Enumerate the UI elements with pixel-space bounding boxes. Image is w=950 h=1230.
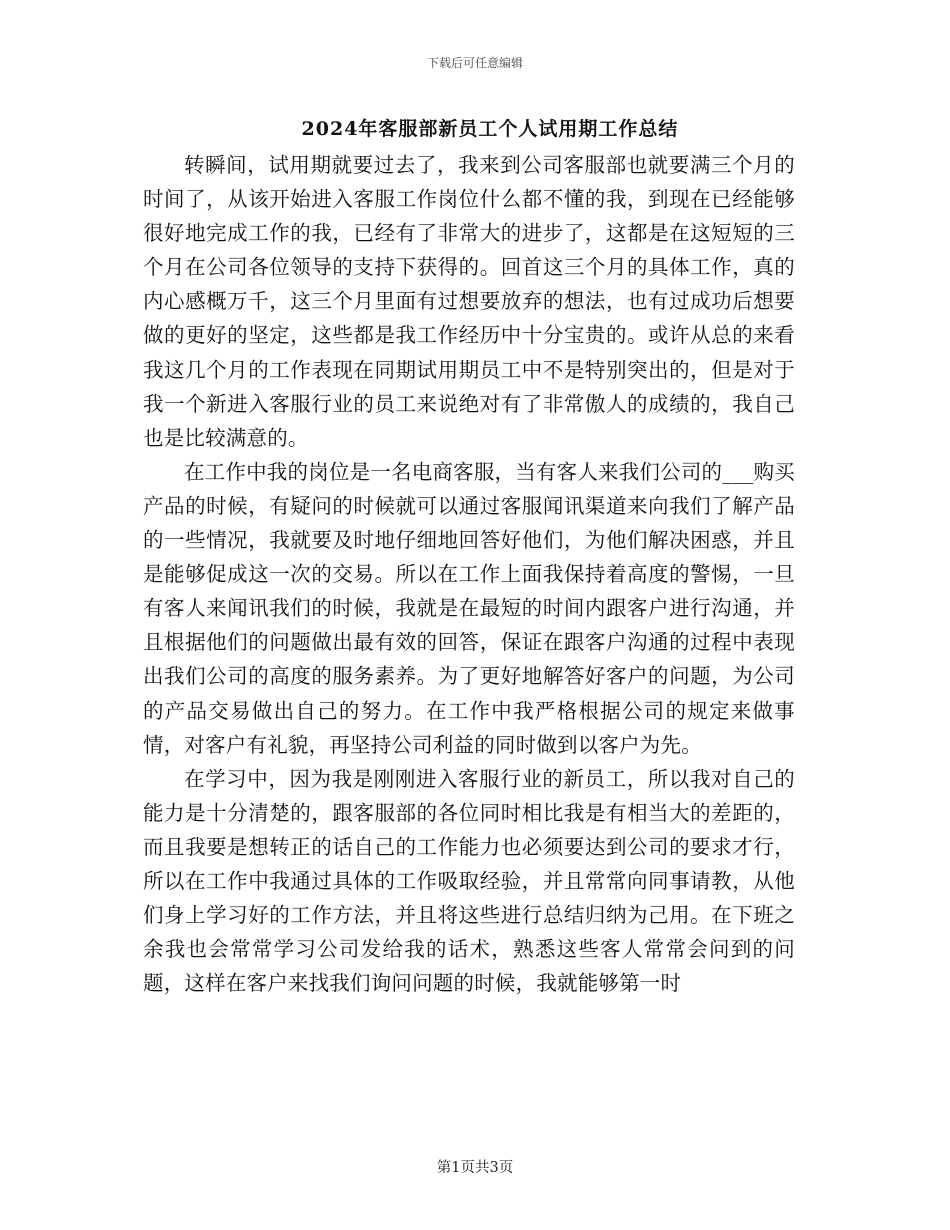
page-number-footer: 第1页共3页 <box>436 1160 514 1176</box>
document-title-text: 2024年客服部新员工个人试用期工作总结 <box>301 118 679 140</box>
header-note: 下载后可任意编辑 <box>426 56 523 70</box>
document-body <box>143 148 795 1000</box>
paragraph-1: 转瞬间，试用期就要过去了，我来到公司客服部也就要满三个月的时间了，从该开始进入客服工作岗位什么都不懂的我，到现在已经能够很好地完成工作的我，已经有了非常大的进步了，这都是在这短短的三个月在公司各位领导的支持下获得的。回首这三个月的具体工作，真的内心感概万千，这三个月里面有过想要放弃的想法，也有过成功后想要做的更好的坚定，这些都是我工作经历中十分宝贵的。或许从总的来看我这几个月的工作表现在同期试用期员工中不是特别突出的，但是对于我一个新进入客服行业的员工来说绝对有了非常傲人的成绩的，我自己也是比较满意的。 <box>143 153 795 450</box>
paragraph-3: 在学习中，因为我是刚刚进入客服行业的新员工，所以我对自己的能力是十分清楚的，跟客服部的各位同时相比我是有相当大的差距的，而且我要是想转正的话自己的工作能力也必须要达到公司的要求才行，所以在工作中我通过具体的工作吸取经验，并且常常向同事请教，从他们身上学习好的工作方法，并且将这些进行总结归纳为己用。在下班之余我也会常常学习公司发给我的话术，熟悉这些客人常常会问到的问题，这样在客户来找我们询问问题的时候，我就能够第一时 <box>143 766 795 996</box>
paragraph-2: 在工作中我的岗位是一名电商客服，当有客人来我们公司的___购买产品的时候，有疑问的时候就可以通过客服闻讯渠道来向我们了解产品的一些情况，我就要及时地仔细地回答好他们，为他们解决困惑，并且是能够促成这一次的交易。所以在工作上面我保持着高度的警惕，一旦有客人来闻讯我们的时候，我就是在最短的时间内跟客户进行沟通，并且根据他们的问题做出最有效的回答，保证在跟客户沟通的过程中表现出我们公司的高度的服务素养。为了更好地解答好客户的问题，为公司的产品交易做出自己的努力。在工作中我严格根据公司的规定来做事情，对客户有礼貌，再坚持公司利益的同时做到以客户为先。 <box>143 459 795 757</box>
document-title <box>0 114 950 141</box>
